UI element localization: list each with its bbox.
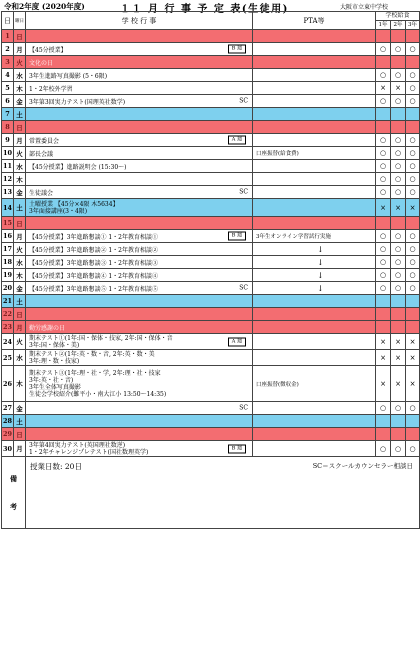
event-cell <box>26 350 253 366</box>
weekday: 火 <box>14 147 26 160</box>
lunch-grade-3: ○ <box>406 82 420 95</box>
table-row <box>2 308 420 321</box>
table-row <box>2 121 420 134</box>
table-row <box>2 269 420 282</box>
day-number: 4 <box>2 69 14 82</box>
table-row <box>2 243 420 256</box>
weekday: 水 <box>14 256 26 269</box>
table-row <box>2 217 420 230</box>
lunch-grade-2: × <box>391 82 406 95</box>
sc-marker: SC <box>239 97 248 105</box>
weekday: 月 <box>14 134 26 147</box>
lunch-grade-2: × <box>391 334 406 350</box>
lunch-grade-2 <box>391 56 406 69</box>
lunch-grade-2: ○ <box>391 160 406 173</box>
event-cell <box>26 269 253 282</box>
fiscal-year: 令和2年度 (2020年度) <box>4 2 85 11</box>
event-cell <box>26 173 253 186</box>
pta-cell <box>253 441 376 457</box>
lunch-grade-3: ○ <box>406 43 420 56</box>
day-number: 10 <box>2 147 14 160</box>
event-text: 部長会議 <box>29 150 54 158</box>
lunch-grade-1: × <box>376 199 391 217</box>
lunch-grade-3: × <box>406 334 420 350</box>
weekday: 火 <box>14 56 26 69</box>
table-row <box>2 82 420 95</box>
page-title: １１ 月 行 事 予 定 表(生徒用) <box>120 4 289 15</box>
lunch-grade-3: × <box>406 350 420 366</box>
table-row <box>2 108 420 121</box>
lunch-grade-2 <box>391 428 406 441</box>
lunch-grade-1: ○ <box>376 269 391 282</box>
lunch-grade-3 <box>406 121 420 134</box>
day-number: 1 <box>2 30 14 43</box>
week-badge: A 週 <box>228 136 246 145</box>
table-row <box>2 366 420 402</box>
col-grade-2: 2年 <box>391 21 406 30</box>
lunch-grade-1: ○ <box>376 69 391 82</box>
table-row <box>2 160 420 173</box>
lunch-grade-1 <box>376 428 391 441</box>
lunch-grade-2: × <box>391 350 406 366</box>
weekday: 日 <box>14 217 26 230</box>
schedule-rows <box>2 30 420 457</box>
lunch-grade-1: ○ <box>376 230 391 243</box>
lunch-grade-2: ○ <box>391 43 406 56</box>
pta-cell <box>253 186 376 199</box>
sc-marker: SC <box>239 188 248 196</box>
lunch-grade-2: × <box>391 199 406 217</box>
table-row <box>2 428 420 441</box>
lunch-grade-1: ○ <box>376 173 391 186</box>
col-grade-1: 1年 <box>376 21 391 30</box>
day-number: 18 <box>2 256 14 269</box>
event-cell <box>26 256 253 269</box>
table-row <box>2 256 420 269</box>
sc-marker: SC <box>239 284 248 292</box>
lunch-grade-2: ○ <box>391 269 406 282</box>
lunch-grade-1 <box>376 108 391 121</box>
lunch-grade-2 <box>391 295 406 308</box>
lunch-grade-1: ○ <box>376 134 391 147</box>
week-badge: B 週 <box>228 444 246 453</box>
weekday: 金 <box>14 95 26 108</box>
weekday: 日 <box>14 428 26 441</box>
event-text: 【45分授業】 <box>29 46 67 54</box>
pta-cell: 口座振替(徴収金) <box>253 366 376 402</box>
lunch-grade-3: ○ <box>406 402 420 415</box>
lunch-grade-3: ○ <box>406 282 420 295</box>
lunch-grade-3: ○ <box>406 269 420 282</box>
lunch-grade-3 <box>406 295 420 308</box>
event-text: 【45分授業】進路説明会 (15:30～) <box>29 163 127 171</box>
table-row <box>2 186 420 199</box>
weekday: 土 <box>14 415 26 428</box>
lunch-grade-1: × <box>376 350 391 366</box>
lunch-grade-3: ○ <box>406 243 420 256</box>
weekday: 金 <box>14 186 26 199</box>
event-cell <box>26 308 253 321</box>
lunch-grade-1: ○ <box>376 282 391 295</box>
weekday: 土 <box>14 199 26 217</box>
remarks-label <box>2 457 26 529</box>
weekday: 金 <box>14 402 26 415</box>
day-number: 7 <box>2 108 14 121</box>
lunch-grade-2 <box>391 217 406 230</box>
pta-cell: ↓ <box>253 243 376 256</box>
pta-cell <box>253 30 376 43</box>
table-row <box>2 321 420 334</box>
event-text: 期末テスト①(1年:国・保体・技家, 2年:国・保体・音 3年:国・保体・美) <box>29 334 173 349</box>
day-number: 23 <box>2 321 14 334</box>
lunch-grade-2: × <box>391 366 406 402</box>
table-row <box>2 441 420 457</box>
lunch-grade-3: ○ <box>406 173 420 186</box>
day-number: 22 <box>2 308 14 321</box>
table-row <box>2 134 420 147</box>
lunch-grade-1 <box>376 121 391 134</box>
lunch-grade-2 <box>391 121 406 134</box>
event-text: 【45分授業】3年進路懇談① 1・2年教育相談① <box>29 233 158 241</box>
day-number: 17 <box>2 243 14 256</box>
school-days: 授業日数: 20日 <box>30 462 82 471</box>
weekday: 土 <box>14 108 26 121</box>
event-text: 【45分授業】3年進路懇談④ 1・2年教育相談④ <box>29 272 158 280</box>
lunch-grade-2 <box>391 308 406 321</box>
event-text: 常置委員会 <box>29 137 60 145</box>
lunch-grade-1: ○ <box>376 243 391 256</box>
table-row <box>2 282 420 295</box>
day-number: 20 <box>2 282 14 295</box>
day-number: 27 <box>2 402 14 415</box>
lunch-grade-3: ○ <box>406 95 420 108</box>
lunch-grade-3 <box>406 308 420 321</box>
weekday: 水 <box>14 350 26 366</box>
footer-row <box>2 457 420 529</box>
event-cell <box>26 428 253 441</box>
pta-cell <box>253 402 376 415</box>
lunch-grade-2: ○ <box>391 95 406 108</box>
lunch-grade-3: × <box>406 366 420 402</box>
lunch-grade-3: ○ <box>406 160 420 173</box>
lunch-grade-1: ○ <box>376 402 391 415</box>
day-number: 3 <box>2 56 14 69</box>
pta-cell <box>253 217 376 230</box>
event-cell <box>26 56 253 69</box>
lunch-grade-2: ○ <box>391 147 406 160</box>
weekday: 月 <box>14 441 26 457</box>
event-cell <box>26 186 253 199</box>
event-text: 3年第4回実力テスト(英国理社数逆) 1・2年チャレンジプレテスト(国社数理英学) <box>29 441 149 456</box>
pta-cell <box>253 173 376 186</box>
event-cell <box>26 441 253 457</box>
weekday: 日 <box>14 30 26 43</box>
lunch-grade-3 <box>406 56 420 69</box>
weekday: 月 <box>14 43 26 56</box>
day-number: 28 <box>2 415 14 428</box>
weekday: 木 <box>14 173 26 186</box>
lunch-grade-1: × <box>376 334 391 350</box>
table-row <box>2 295 420 308</box>
sc-note: SC＝スクールカウンセラー相談日 <box>312 462 414 470</box>
event-text: 文化の日 <box>29 59 54 67</box>
weekday: 月 <box>14 230 26 243</box>
weekday: 金 <box>14 282 26 295</box>
lunch-grade-3: ○ <box>406 69 420 82</box>
day-number: 25 <box>2 350 14 366</box>
event-text: 1・2年校外学習 <box>29 85 73 93</box>
sc-marker: SC <box>239 404 248 412</box>
lunch-grade-1 <box>376 217 391 230</box>
schedule-table <box>1 11 420 529</box>
school-name: 大阪市立東中学校 <box>339 4 388 11</box>
lunch-grade-3: ○ <box>406 186 420 199</box>
table-row <box>2 402 420 415</box>
pta-cell <box>253 108 376 121</box>
event-cell <box>26 282 253 295</box>
event-cell <box>26 121 253 134</box>
lunch-grade-3 <box>406 108 420 121</box>
lunch-grade-2: ○ <box>391 441 406 457</box>
pta-cell <box>253 160 376 173</box>
lunch-grade-2 <box>391 415 406 428</box>
lunch-grade-1: × <box>376 82 391 95</box>
pta-cell <box>253 428 376 441</box>
lunch-grade-3: ○ <box>406 256 420 269</box>
pta-cell: ↓ <box>253 269 376 282</box>
table-row <box>2 147 420 160</box>
lunch-grade-2 <box>391 321 406 334</box>
col-grade-3: 3年 <box>406 21 420 30</box>
weekday: 日 <box>14 121 26 134</box>
lunch-grade-2: ○ <box>391 282 406 295</box>
lunch-grade-1: ○ <box>376 160 391 173</box>
day-number: 12 <box>2 173 14 186</box>
col-weekday: 曜日 <box>14 12 26 30</box>
lunch-grade-3 <box>406 217 420 230</box>
event-cell <box>26 147 253 160</box>
event-text: 3年第3回実力テスト(国理英社数学) <box>29 98 126 106</box>
pta-cell <box>253 134 376 147</box>
day-number: 6 <box>2 95 14 108</box>
table-row <box>2 56 420 69</box>
lunch-grade-2 <box>391 108 406 121</box>
event-text: 勤労感謝の日 <box>29 324 66 332</box>
lunch-grade-3: ○ <box>406 441 420 457</box>
pta-cell <box>253 321 376 334</box>
lunch-grade-1 <box>376 308 391 321</box>
pta-cell: 3年生オンライン学習試行実施 <box>253 230 376 243</box>
event-cell <box>26 30 253 43</box>
lunch-grade-1: ○ <box>376 147 391 160</box>
event-cell <box>26 82 253 95</box>
weekday: 土 <box>14 295 26 308</box>
event-cell <box>26 243 253 256</box>
day-number: 30 <box>2 441 14 457</box>
table-row <box>2 334 420 350</box>
event-cell <box>26 199 253 217</box>
weekday: 木 <box>14 82 26 95</box>
lunch-grade-1: ○ <box>376 95 391 108</box>
pta-cell <box>253 121 376 134</box>
pta-cell: ↓ <box>253 256 376 269</box>
table-row <box>2 95 420 108</box>
event-cell <box>26 415 253 428</box>
day-number: 26 <box>2 366 14 402</box>
pta-cell <box>253 350 376 366</box>
table-row <box>2 415 420 428</box>
lunch-grade-1: ○ <box>376 256 391 269</box>
weekday: 月 <box>14 321 26 334</box>
lunch-grade-2: ○ <box>391 186 406 199</box>
pta-cell <box>253 308 376 321</box>
lunch-grade-1 <box>376 30 391 43</box>
event-text: 土曜授業 【45分×4限 木5634】 3年面接講座(3・4限) <box>29 200 119 215</box>
week-badge: B 週 <box>228 45 246 54</box>
event-cell <box>26 160 253 173</box>
lunch-grade-1: ○ <box>376 43 391 56</box>
lunch-grade-3 <box>406 30 420 43</box>
table-row <box>2 230 420 243</box>
lunch-grade-1: ○ <box>376 186 391 199</box>
pta-cell: ↓ <box>253 282 376 295</box>
lunch-grade-3: ○ <box>406 230 420 243</box>
remarks-label-text: 備 考 <box>10 474 17 511</box>
pta-cell <box>253 334 376 350</box>
col-events: 学 校 行 事 <box>26 12 253 30</box>
table-row <box>2 43 420 56</box>
event-text: 【45分授業】3年進路懇談③ 1・2年教育相談③ <box>29 259 158 267</box>
day-number: 5 <box>2 82 14 95</box>
lunch-grade-3 <box>406 321 420 334</box>
event-cell <box>26 230 253 243</box>
day-number: 16 <box>2 230 14 243</box>
lunch-grade-3: × <box>406 199 420 217</box>
table-row <box>2 30 420 43</box>
event-text: 【45分授業】3年進路懇談⑤ 1・2年教育相談⑤ <box>29 285 158 293</box>
lunch-grade-2 <box>391 30 406 43</box>
lunch-grade-3: ○ <box>406 147 420 160</box>
pta-cell <box>253 95 376 108</box>
event-cell <box>26 217 253 230</box>
event-text: 生徒議会 <box>29 189 54 197</box>
lunch-grade-1: ○ <box>376 441 391 457</box>
lunch-grade-2: ○ <box>391 256 406 269</box>
table-row <box>2 69 420 82</box>
day-number: 8 <box>2 121 14 134</box>
pta-cell <box>253 69 376 82</box>
event-cell <box>26 366 253 402</box>
weekday: 水 <box>14 69 26 82</box>
event-cell <box>26 95 253 108</box>
event-cell <box>26 69 253 82</box>
pta-cell <box>253 43 376 56</box>
lunch-grade-3 <box>406 415 420 428</box>
event-cell <box>26 321 253 334</box>
day-number: 9 <box>2 134 14 147</box>
lunch-grade-1 <box>376 56 391 69</box>
lunch-grade-1 <box>376 415 391 428</box>
weekday: 日 <box>14 308 26 321</box>
weekday: 火 <box>14 334 26 350</box>
event-cell <box>26 334 253 350</box>
weekday: 木 <box>14 366 26 402</box>
table-row <box>2 173 420 186</box>
pta-cell <box>253 295 376 308</box>
col-lunch: 学校給食 <box>376 12 420 21</box>
col-pta: PTA等 <box>253 12 376 30</box>
table-row <box>2 199 420 217</box>
event-cell <box>26 134 253 147</box>
lunch-grade-3: ○ <box>406 134 420 147</box>
day-number: 11 <box>2 160 14 173</box>
pta-cell: 口座振替(給食費) <box>253 147 376 160</box>
event-cell <box>26 43 253 56</box>
pta-cell <box>253 56 376 69</box>
day-number: 24 <box>2 334 14 350</box>
lunch-grade-1 <box>376 295 391 308</box>
day-number: 29 <box>2 428 14 441</box>
lunch-grade-2: ○ <box>391 69 406 82</box>
event-text: 【45分授業】3年進路懇談② 1・2年教育相談② <box>29 246 158 254</box>
pta-cell <box>253 82 376 95</box>
remarks-body <box>26 457 420 529</box>
weekday: 木 <box>14 269 26 282</box>
lunch-grade-1 <box>376 321 391 334</box>
week-badge: A 週 <box>228 337 246 346</box>
lunch-grade-2: ○ <box>391 243 406 256</box>
event-cell <box>26 402 253 415</box>
week-badge: B 週 <box>228 232 246 241</box>
day-number: 15 <box>2 217 14 230</box>
day-number: 14 <box>2 199 14 217</box>
event-text: 期末テスト②(1年:英・数・音, 2年:英・数・美 3年:理・数・技家) <box>29 350 155 365</box>
event-text: 期末テスト③(1年:理・社・学, 2年:理・社・技家 3年:英・社・音) 3年生全体写真撮影 生徒会学校紹介(難平小・南大江小 13:50～14:35) <box>29 369 167 398</box>
day-number: 2 <box>2 43 14 56</box>
table-row <box>2 350 420 366</box>
lunch-grade-2: ○ <box>391 173 406 186</box>
event-cell <box>26 295 253 308</box>
lunch-grade-1: × <box>376 366 391 402</box>
pta-cell <box>253 199 376 217</box>
day-number: 21 <box>2 295 14 308</box>
lunch-grade-2: ○ <box>391 230 406 243</box>
lunch-grade-2: ○ <box>391 402 406 415</box>
day-number: 13 <box>2 186 14 199</box>
weekday: 火 <box>14 243 26 256</box>
col-day: 日 <box>2 12 14 30</box>
event-text: 3年生進路写真撮影 (5・6限) <box>29 72 108 80</box>
lunch-grade-3 <box>406 428 420 441</box>
weekday: 水 <box>14 160 26 173</box>
lunch-grade-2: ○ <box>391 134 406 147</box>
pta-cell <box>253 415 376 428</box>
event-cell <box>26 108 253 121</box>
day-number: 19 <box>2 269 14 282</box>
